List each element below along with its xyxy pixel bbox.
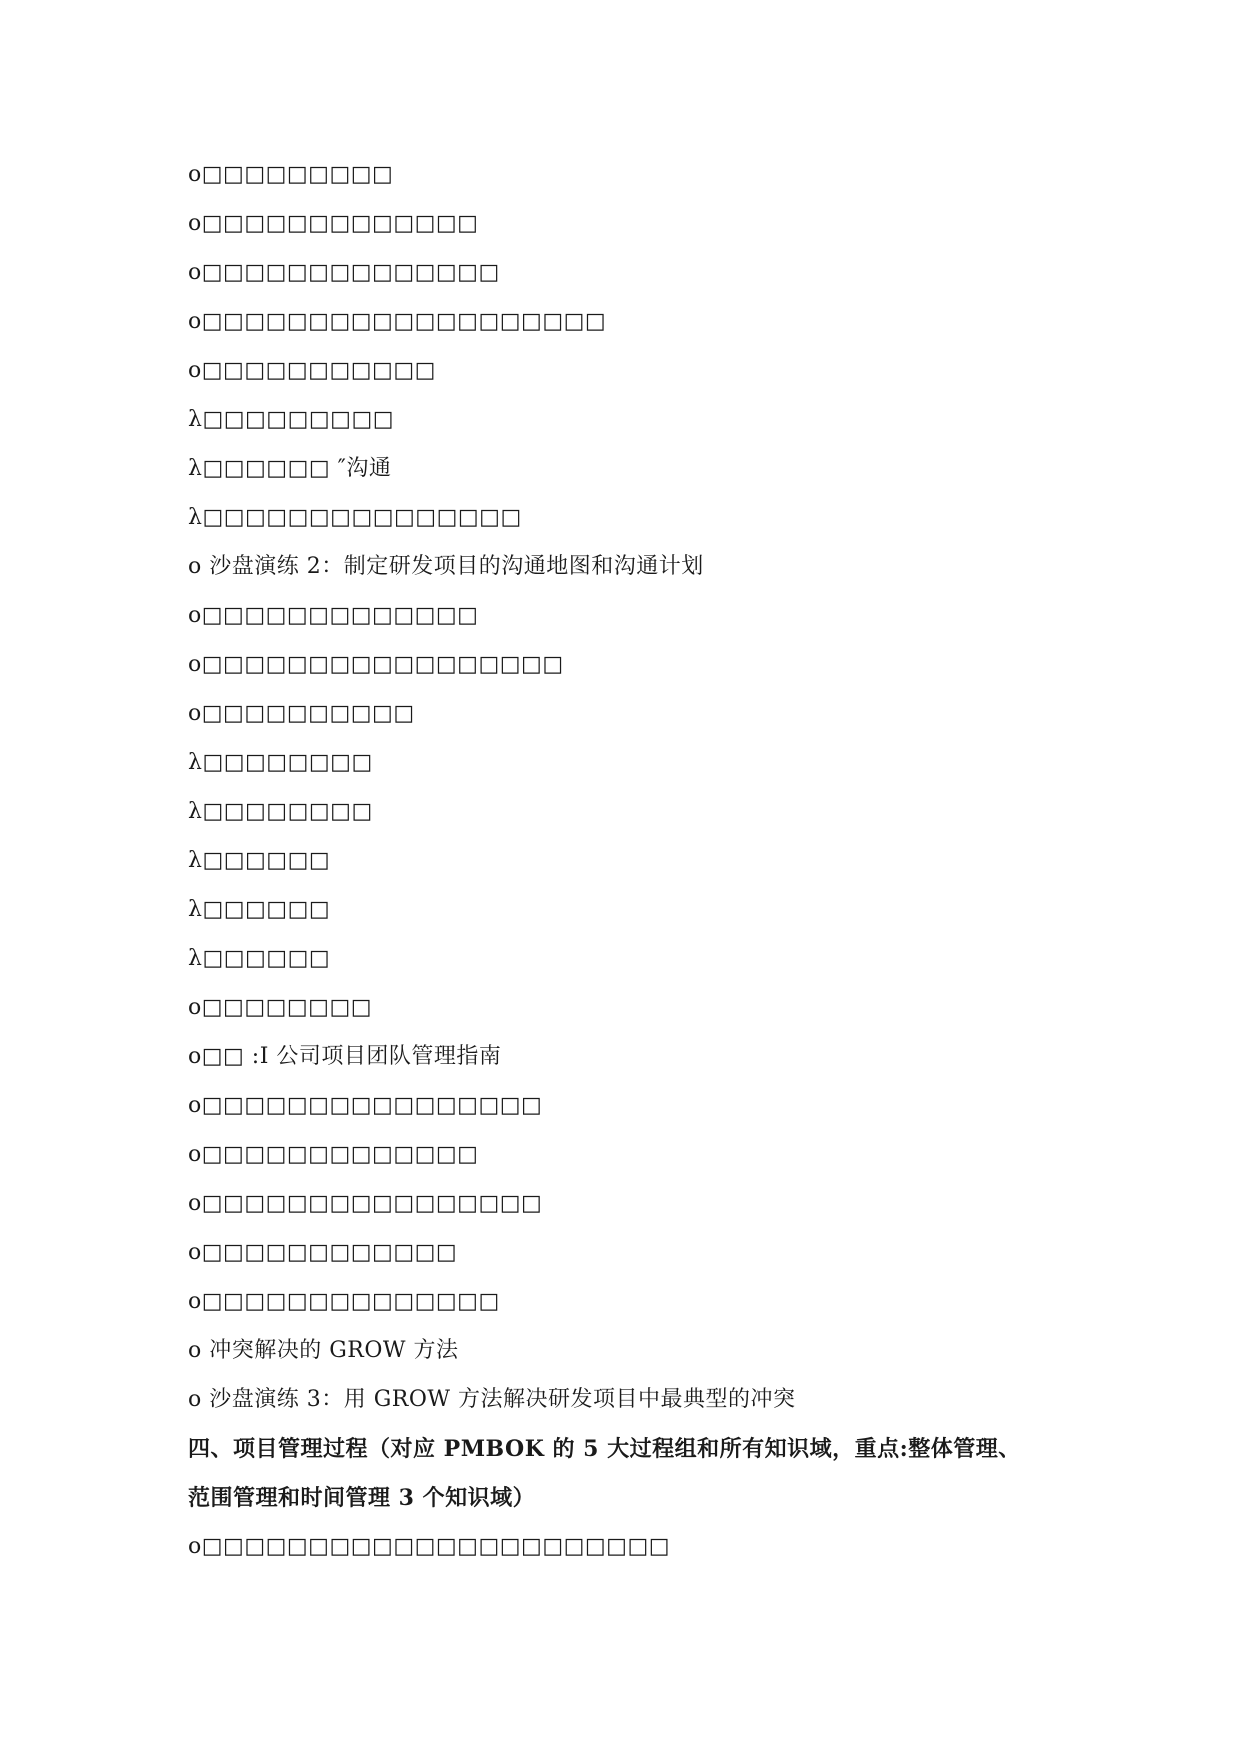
text-line: o□□□□□□□□□□□□□□: [188, 260, 500, 285]
text-line: o□□□□□□□□□□□: [188, 358, 436, 383]
text-line: λ□□□□□□: [188, 946, 331, 971]
text-line: λ□□□□□□□□: [188, 750, 373, 775]
text-line: o□□□□□□□□□□□□□□□□□□□: [188, 309, 607, 334]
text-line: λ□□□□□□□□□□□□□□□: [188, 505, 522, 530]
text-line: o□□□□□□□□: [188, 995, 373, 1020]
text-line: o□□□□□□□□□□□□□□□□□□□□□□: [188, 1534, 671, 1559]
text-line: λ□□□□□□: [188, 848, 331, 873]
text-line: o□□□□□□□□□□□□□: [188, 1142, 479, 1167]
text-line: o□□□□□□□□□□□□□□□□: [188, 1191, 543, 1216]
text-line: λ□□□□□□□□□: [188, 407, 395, 432]
text-line: o□□□□□□□□□□: [188, 701, 415, 726]
text-line: o□□ :I 公司项目团队管理指南: [188, 1044, 502, 1069]
section-heading-line: 四、项目管理过程（对应 PMBOK 的 5 大过程组和所有知识域，重点:整体管理、: [188, 1436, 1021, 1462]
section-heading-line: 范围管理和时间管理 3 个知识域）: [188, 1485, 536, 1511]
text-line: o 冲突解决的 GROW 方法: [188, 1338, 459, 1363]
text-line: o 沙盘演练 3：用 GROW 方法解决研发项目中最典型的冲突: [188, 1387, 796, 1412]
text-line: λ□□□□□□ ″沟通: [188, 456, 392, 481]
text-line: o 沙盘演练 2：制定研发项目的沟通地图和沟通计划: [188, 554, 704, 579]
text-line: o□□□□□□□□□□□□□□: [188, 1289, 500, 1314]
text-line: o□□□□□□□□□□□□□□□□□: [188, 652, 564, 677]
text-line: o□□□□□□□□□□□□□: [188, 211, 479, 236]
text-line: o□□□□□□□□□□□□: [188, 1240, 458, 1265]
document-body: [188, 158, 1068, 1579]
text-line: o□□□□□□□□□□□□□□□□: [188, 1093, 543, 1118]
text-line: o□□□□□□□□□□□□□: [188, 603, 479, 628]
text-line: λ□□□□□□□□: [188, 799, 373, 824]
text-line: λ□□□□□□: [188, 897, 331, 922]
text-line: o□□□□□□□□□: [188, 162, 394, 187]
